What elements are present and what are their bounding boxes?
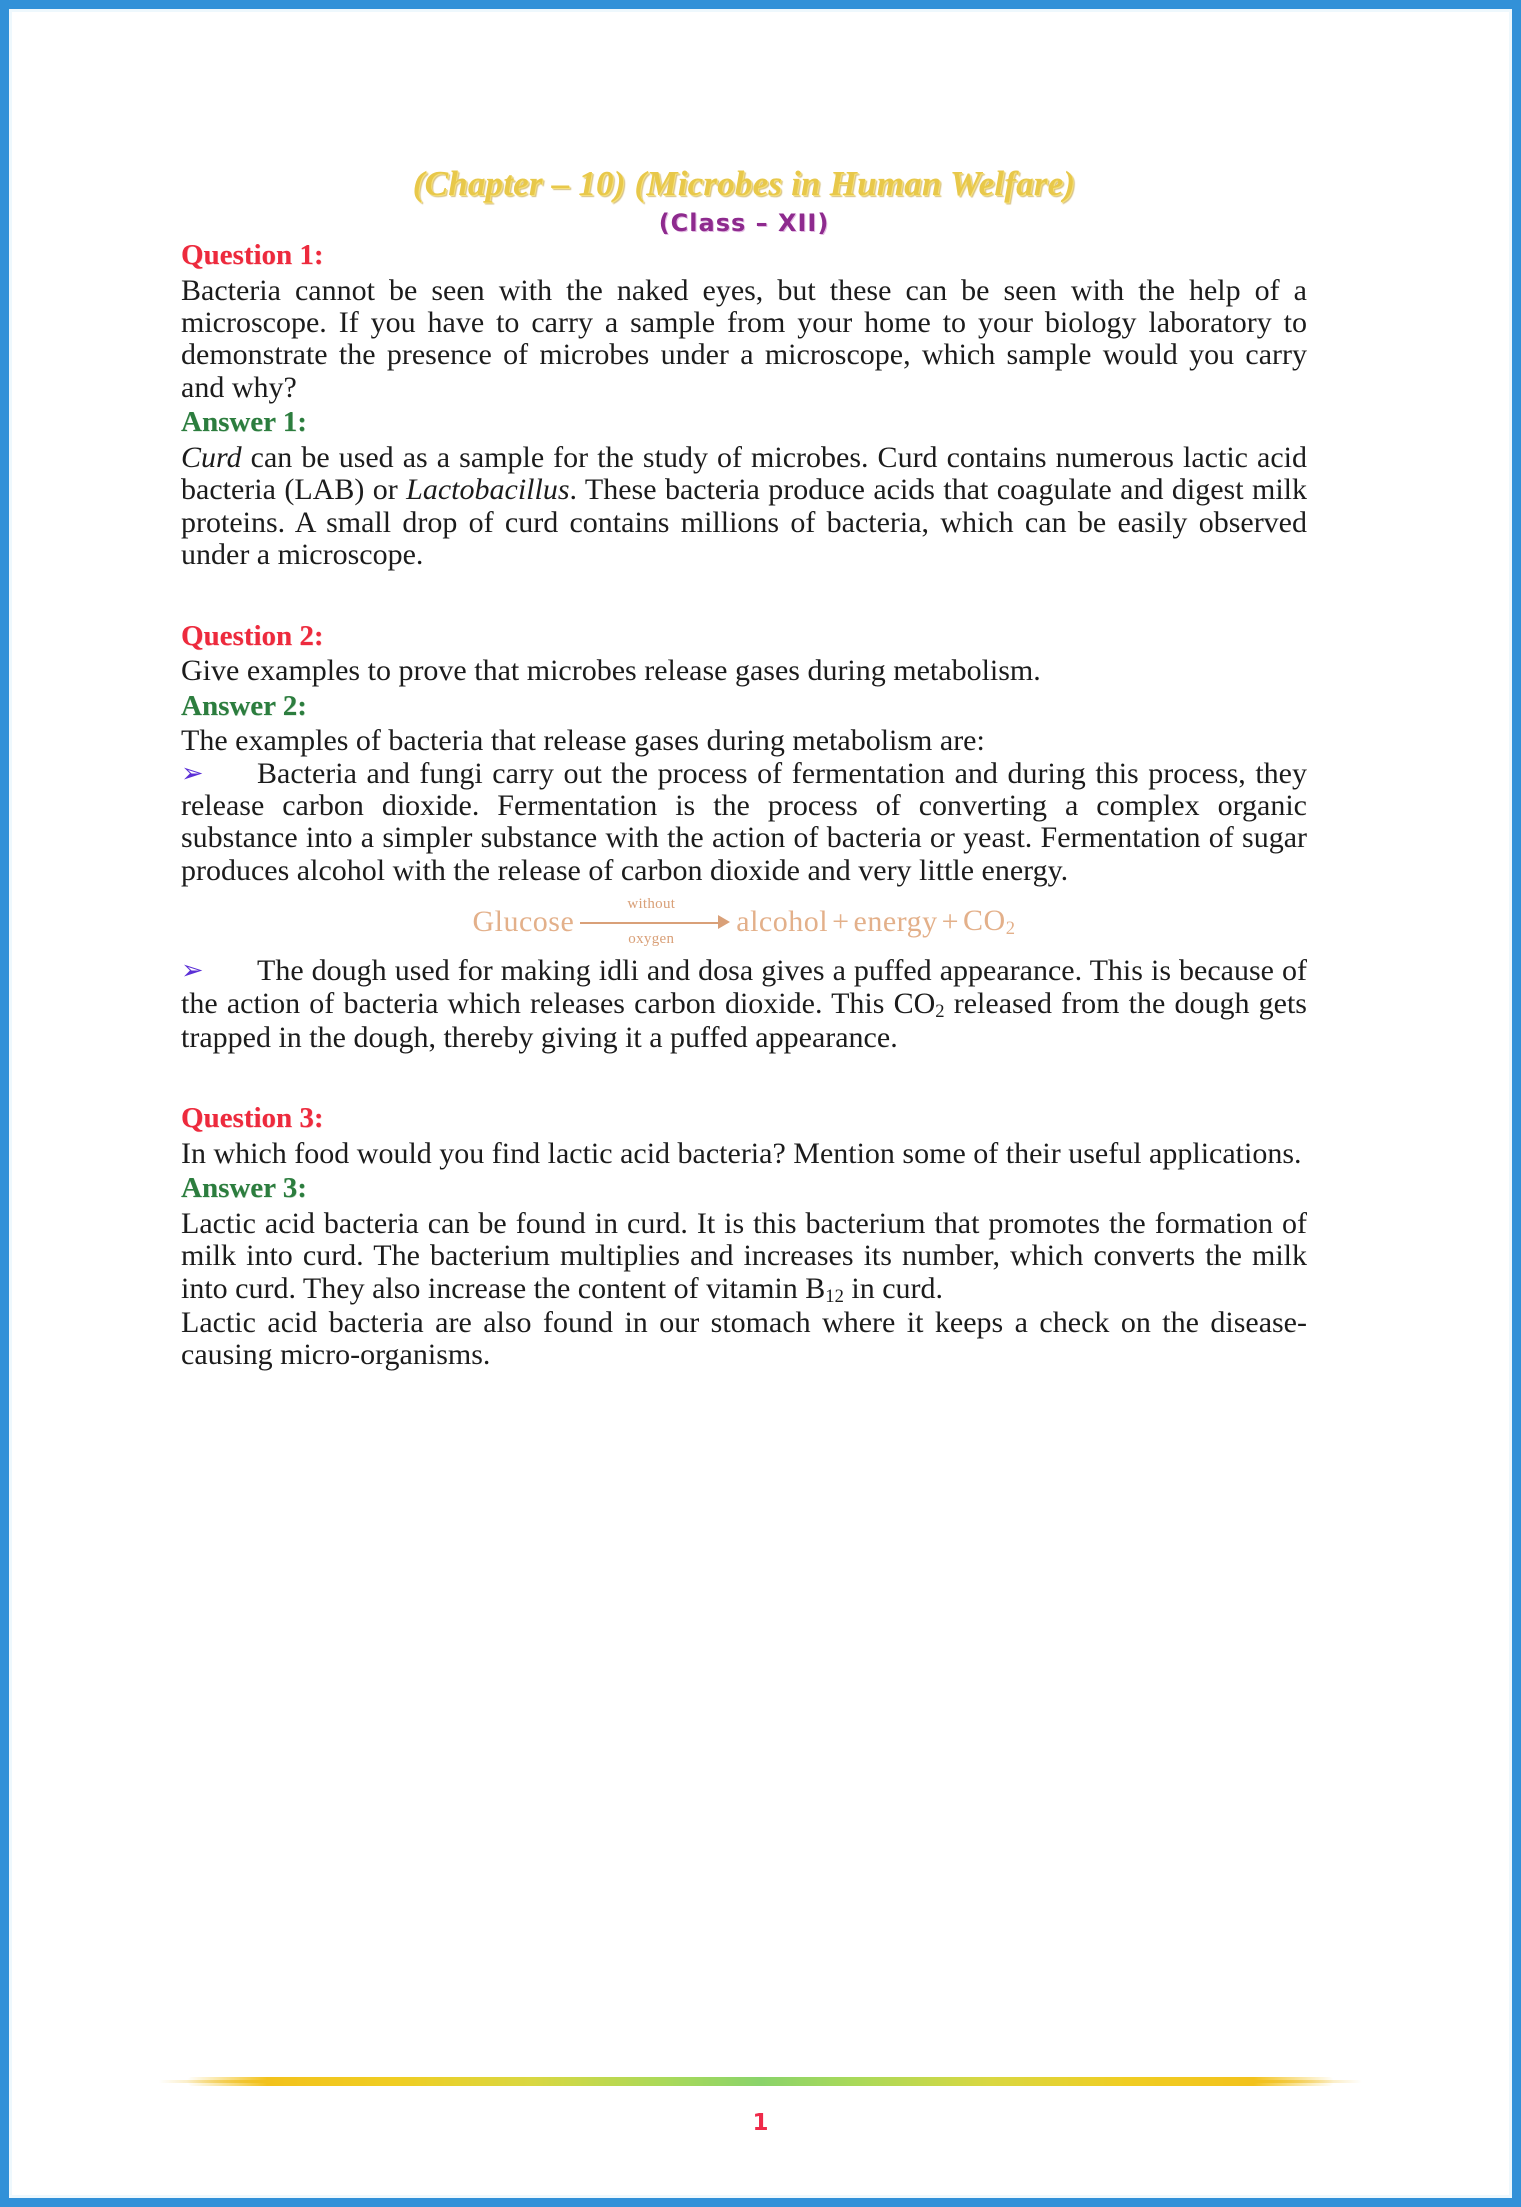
answer-2-bullet-2 xyxy=(181,955,1307,1054)
question-3-heading: Question 3: xyxy=(181,1102,324,1135)
footer-divider xyxy=(187,2077,1334,2086)
answer-3-after-sub: in curd. xyxy=(843,1271,944,1305)
answer-1-segment-1: can be used as a sample for the study of microbes. Curd contains numerous lactic acid bacteria (LAB) or xyxy=(181,440,1307,507)
answer-2-bullet-2-after-sub: released from the dough gets trapped in the dough, thereby giving it a puffed appearance. xyxy=(181,986,1307,1054)
section-spacer xyxy=(181,1054,1307,1100)
equation-condition-below: oxygen xyxy=(628,931,675,948)
equation-co2-label: CO xyxy=(963,904,1006,938)
answer-3-heading: Answer 3: xyxy=(181,1172,307,1205)
equation-co2-subscript: 2 xyxy=(1005,918,1016,940)
question-2-text: Give examples to prove that microbes release gases during metabolism. xyxy=(181,654,1041,688)
answer-1-italic-curd: Curd xyxy=(181,440,242,474)
answer-2-heading: Answer 2: xyxy=(181,689,307,722)
answer-2-intro: The examples of bacteria that release gases during metabolism are: xyxy=(181,724,985,758)
question-1-heading: Question 1: xyxy=(181,239,324,271)
equation-reactant: Glucose xyxy=(472,905,575,939)
arrow-bullet-icon: ➢ xyxy=(181,955,204,987)
page-number: 1 xyxy=(752,2110,769,2136)
equation-plus-2: + xyxy=(941,905,960,939)
answer-3-text xyxy=(181,1208,1307,1307)
equation-product-alcohol: alcohol xyxy=(736,905,829,939)
question-3-text: In which food would you find lactic acid bacteria? Mention some of their useful applications. xyxy=(181,1136,1302,1170)
page-title: (Chapter – 10) (Microbes in Human Welfare) xyxy=(412,164,1076,203)
question-2-heading: Question 2: xyxy=(181,619,324,652)
page-subtitle: (Class – XII) xyxy=(658,209,830,237)
answer-2-bullet-1-text: Bacteria and fungi carry out the process of fermentation and during this process, they release carbon dioxide. Fermentation is the process of converting a complex organic substance into a simpler substance with the action of bacteria or yeast. Fermentation of sugar produces alcohol with the release of carbon dioxide and very little energy. xyxy=(181,756,1307,887)
page-content xyxy=(9,9,1512,1372)
answer-2-bullet-1 xyxy=(181,758,1307,888)
section-spacer xyxy=(181,572,1307,618)
equation-arrow-head xyxy=(718,915,730,929)
fermentation-equation xyxy=(181,896,1307,948)
answer-1-heading: Answer 1: xyxy=(181,406,307,439)
equation-arrow-line xyxy=(580,922,722,924)
equation-arrow-icon xyxy=(580,896,730,948)
equation-condition-above: without xyxy=(627,896,676,913)
answer-1-italic-lactobacillus: Lactobacillus xyxy=(406,473,570,507)
equation-product-energy: energy xyxy=(853,905,938,939)
answer-1-text xyxy=(181,442,1307,572)
answer-2-co2-subscript: 2 xyxy=(935,1000,945,1022)
equation-product-co2 xyxy=(963,904,1015,940)
answer-3-before-sub: Lactic acid bacteria can be found in curd. It is this bacterium that promotes the formation of milk into curd. The bacterium multiplies and increases its number, which converts the milk into curd. They also increase the content of vitamin B xyxy=(181,1206,1307,1305)
arrow-bullet-icon: ➢ xyxy=(181,757,204,789)
equation-plus-1: + xyxy=(832,905,850,939)
answer-2-bullet-2-before-sub: The dough used for making idli and dosa gives a puffed appearance. This is because of the action of bacteria which releases carbon dioxide. This CO xyxy=(181,954,1307,1020)
answer-3-b12-subscript: 12 xyxy=(825,1285,844,1307)
question-1-text: Bacteria cannot be seen with the naked eyes, but these can be seen with the help of a microscope. If you have to carry a sample from your home to your biology laboratory to demonstrate the presence of microbes under a microscope, which sample would you carry and why? xyxy=(181,273,1307,404)
answer-1-segment-2: . These bacteria produce acids that coagulate and digest milk proteins. A small drop of curd contains millions of bacteria, which can be easily observed under a microscope. xyxy=(181,473,1307,572)
answer-3-extra-text: Lactic acid bacteria are also found in our stomach where it keeps a check on the disease-causing micro-organisms. xyxy=(181,1305,1307,1372)
